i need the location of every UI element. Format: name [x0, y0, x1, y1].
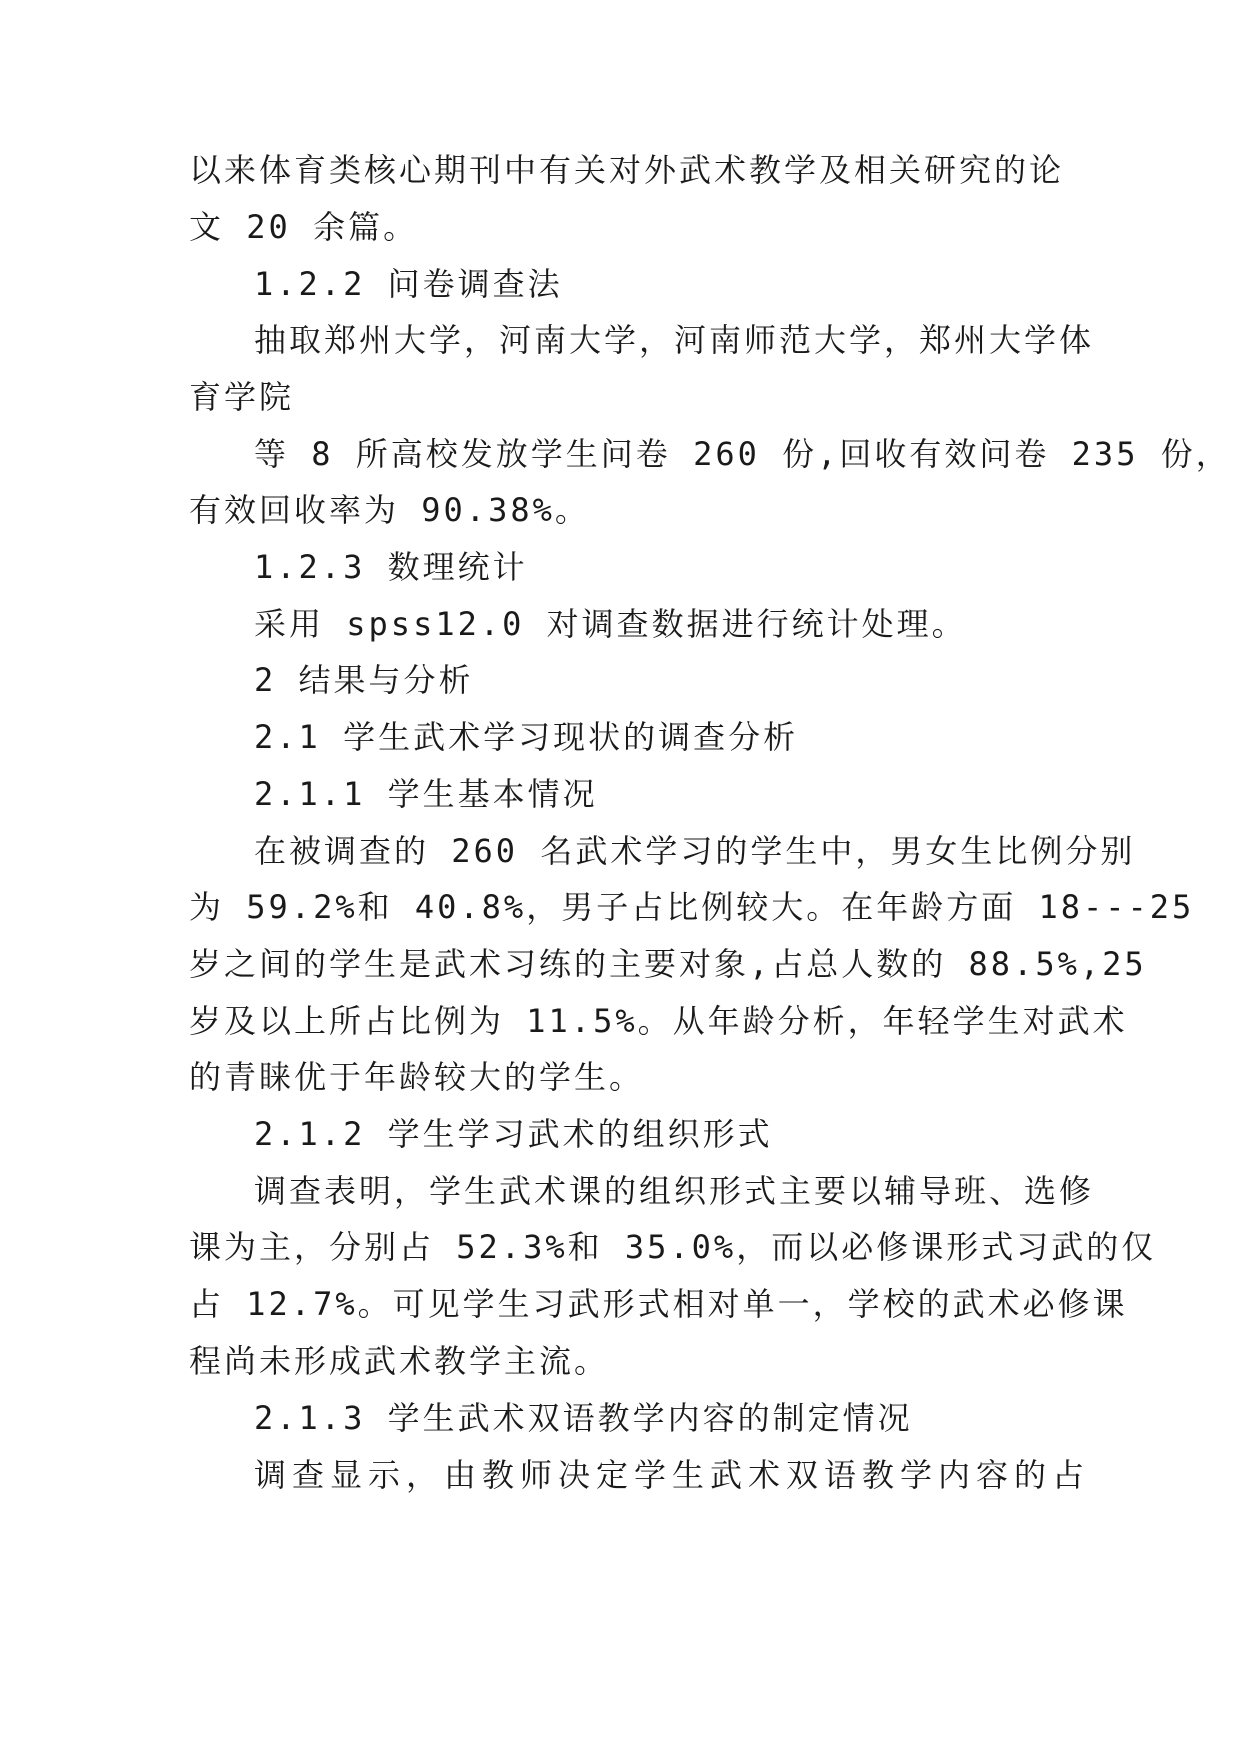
paragraph-line: 等 8 所高校发放学生问卷 260 份,回收有效问卷 235 份，	[254, 435, 1231, 473]
paragraph-line: 程尚未形成武术教学主流。	[189, 1342, 610, 1380]
paragraph-line: 课为主，分别占 52.3%和 35.0%，而以必修课形式习武的仅	[189, 1228, 1157, 1266]
paragraph-line: 为 59.2%和 40.8%，男子占比例较大。在年龄方面 18---25	[189, 888, 1195, 926]
section-heading: 1.2.2 问卷调查法	[254, 265, 563, 303]
paragraph-line: 调查表明，学生武术课的组织形式主要以辅导班、选修	[254, 1172, 1095, 1210]
paragraph-line: 采用 spss12.0 对调查数据进行统计处理。	[254, 605, 967, 643]
section-heading: 2.1.3 学生武术双语教学内容的制定情况	[254, 1399, 913, 1437]
paragraph-line: 育学院	[189, 378, 295, 416]
section-heading: 2 结果与分析	[254, 661, 474, 699]
section-heading: 2.1.2 学生学习武术的组织形式	[254, 1115, 773, 1153]
paragraph-line: 文 20 余篇。	[189, 208, 419, 246]
paragraph-line: 在被调查的 260 名武术学习的学生中，男女生比例分别	[254, 832, 1136, 870]
section-heading: 2.1.1 学生基本情况	[254, 775, 598, 813]
paragraph-line: 调查显示，由教师决定学生武术双语教学内容的占	[254, 1456, 1091, 1494]
paragraph-line: 的青睐优于年龄较大的学生。	[189, 1058, 645, 1096]
paragraph-line: 以来体育类核心期刊中有关对外武术教学及相关研究的论	[189, 151, 1065, 189]
paragraph-line: 有效回收率为 90.38%。	[189, 491, 590, 529]
paragraph-line: 占 12.7%。可见学生习武形式相对单一，学校的武术必修课	[189, 1285, 1128, 1323]
section-heading: 1.2.3 数理统计	[254, 548, 528, 586]
section-heading: 2.1 学生武术学习现状的调查分析	[254, 718, 799, 756]
paragraph-line: 抽取郑州大学，河南大学，河南师范大学，郑州大学体	[254, 321, 1095, 359]
paragraph-line: 岁及以上所占比例为 11.5%。从年龄分析，年轻学生对武术	[189, 1002, 1128, 1040]
paragraph-line: 岁之间的学生是武术习练的主要对象,占总人数的 88.5%,25	[189, 945, 1147, 983]
